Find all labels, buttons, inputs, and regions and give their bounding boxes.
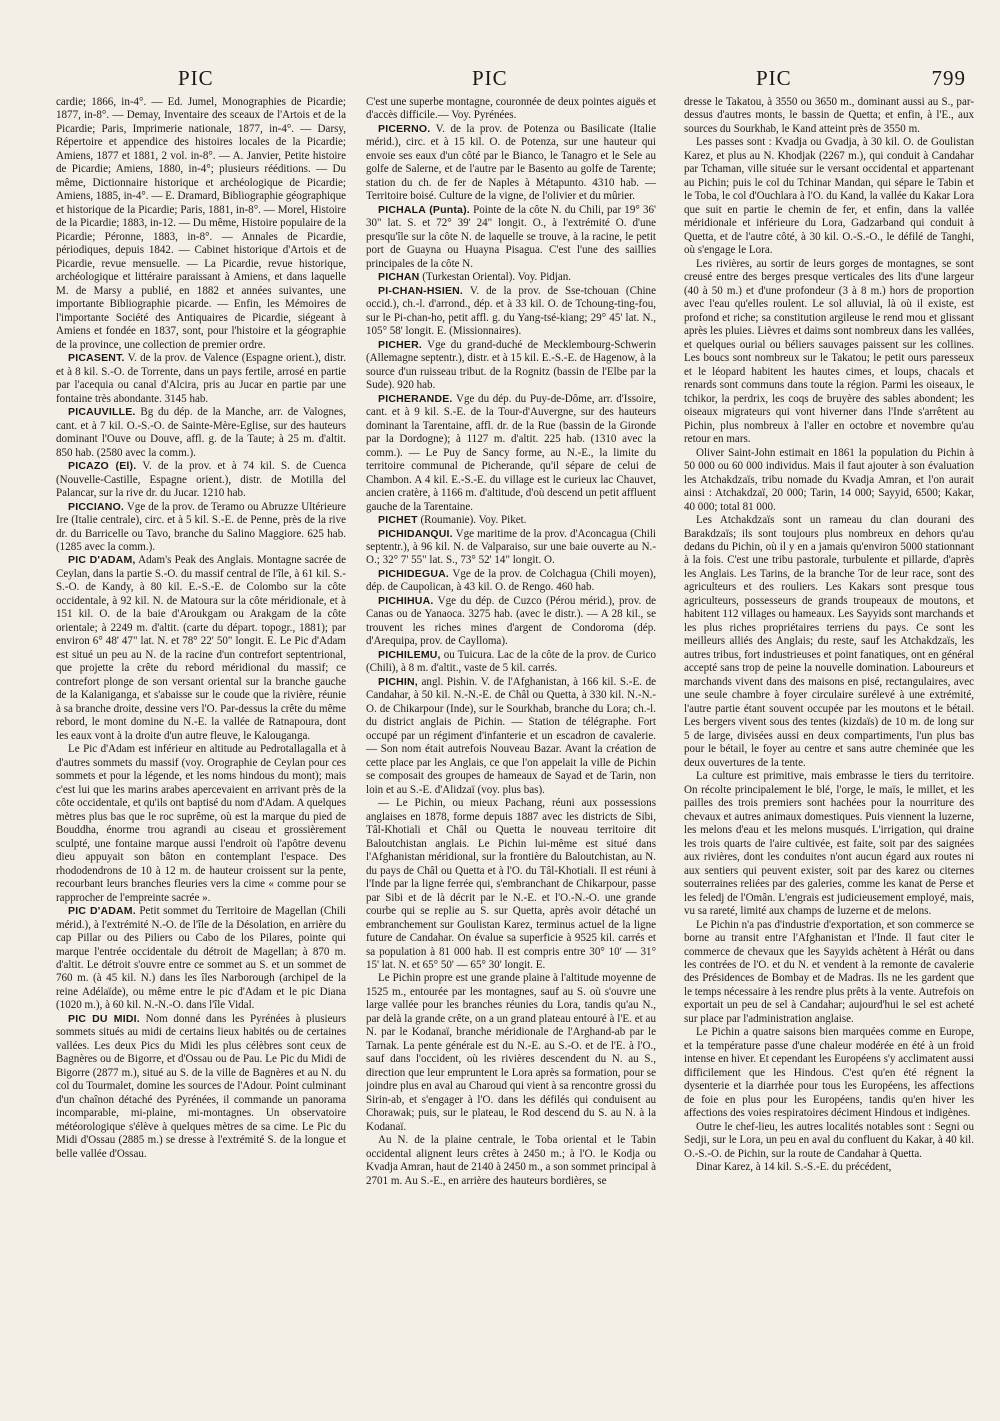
running-head-left: PIC [178,66,214,90]
entry-text: La culture est primitive, mais embrasse le tiers du territoire. On récolte principalement le blé, l'orge, le maïs, le millet, et les pailles des trois premiers sont hachées pour la nourriture des chevaux et autres animaux domestiques. Puis viennent la luzerne, les melons d'eau et les melons musqués. L'irrigation, qui draine les trois quarts de l'aire cultivée, est faite, soit par des saignées aux rivières, dont les conduites n'ont aucun égard aux routes ni aux sentiers qui peuvent exister, soit par des karez ou citernes souterraines reliées par des galeries, comme les kanat de Perse et les feledj de l'Omân. L'engrais est judicieusement employé, mais, vu sa rareté, limité aux champs de luzerne et de melons. [684,770,974,918]
entry-text: V. de la prov. de Valence (Espagne orient.), distr. et à 8 kil. S.-O. de Torrente, dans un pays fertile, arrosé en partie par l'acequia ou canal d'Alcira, pris au Jucar en partie par une fontaine très abondante. 3145 hab. [56,352,346,405]
entry-text: Au N. de la plaine centrale, le Toba oriental et le Tabin occidental alignent leurs crêtes à 2450 m.; à l'O. le Kodja ou Kvadja Amran, haut de 2140 à 2450 m., a son sommet principal à 2701 m. Au S.-E., en arrière des hauteurs bordières, se [366,1134,656,1187]
entry-headword: PIC D'ADAM, [68,554,136,567]
dictionary-entry [366,285,656,339]
entry-text: Oliver Saint-John estimait en 1861 la population du Pichin à 50 000 ou 60 000 individus. Mais il faut ajouter à son évaluation les Atchakdzaïs, tribu nomade du Kvadja Amran, et l'on aurait ainsi : Atchakdzaï, 20 000; Tarin, 14 000; Sayyid, 6500; Kakar, 40 000; total 81 000. [684,446,974,513]
entry-text: Le Pichin n'a pas d'industrie d'exportation, et son commerce se borne au transit entre l'Afghanistan et l'Inde. Il faut citer le commerce de chevaux que les Sayyids achètent à Hérât ou dans les contrées de l'O. et du N. et vendent à la remonte de cavalerie des Présidences de Bombay et de Madras. Ils ne les gardent que le temps nécessaire à les rendre plus prêts à la vente. Autrefois on exportait un peu de sel à Candahar; aujourd'hui le sel est acheté sur place par l'administration anglaise. [684,918,974,1025]
column-2 [366,96,656,1414]
entry-headword: PICHIDEGUA. [378,567,450,580]
entry-text: Vge maritime de la prov. d'Aconcagua (Chili septentr.), à 96 kil. N. de Valparaiso, sur une baie ouverte au N.-O.; 32° 7' 55" lat. S., 73° 52' 14" longit. O. [366,527,656,567]
entry-text: Petit sommet du Territoire de Magellan (Chili mérid.), à l'extrémité N.-O. de l'île de la Désolation, en arrière du cap Pillar ou des Piliers ou Cabo de los Pilares, pointe qui marque l'entrée occidentale du détroit de Magellan; à 870 m. d'altit. Le détroit s'ouvre entre ce sommet au S. et un sommet de 760 m. (à 45 kil. N.) dans les îles Narborough (archipel de la reine Adélaïde), ou même entre le pic d'Adam et le pic Diana (1020 m.), à 60 kil. N.-N.-O. dans l'île Vidal. [56,905,346,1012]
entry-text: V. de la prov. et à 74 kil. S. de Cuenca (Nouvelle-Castille, Espagne orient.), distr. de Motilla del Palancar, sur la rive dr. du Jucar. 1210 hab. [56,460,346,500]
entry-headword: PICHET [378,514,418,527]
entry-text: Les rivières, au sortir de leurs gorges de montagnes, se sont creusé entre des berges presque verticales des lits d'une largeur (40 à 50 m.) et d'une profondeur (3 à 8 m.) hors de proportion avec l'eau qu'elles roulent. Le sol alluvial, là où il existe, est profond et riche; sa constitution argileuse le rend mou et glissant après les pluies. Lièvres et daims sont nombreux dans les vallées, et quelques ourial ou béliers sauvages paissent sur les collines. Les boucs sont nombreux sur le Takatou; le petit ours paresseux et le léopard habitent les hautes cimes, et loups, chacals et renards sont communs dans toute la région. Parmi les oiseaux, le tchikor, la perdrix, les coqs de bruyère des sables abondent; les oiseaux migrateurs qui vont hiverner dans l'Inde s'arrêtent au Pichin, plus nombreux à l'aller en octobre et novembre qu'au retour en mars. [684,257,974,446]
entry-headword: PICHERANDE. [378,392,453,405]
entry-headword: PICHIHUA. [378,594,434,607]
entry-headword: PICASENT. [68,352,125,365]
entry-text: Bg du dép. de la Manche, arr. de Valognes, cant. et à 7 kil. O.-S.-O. de Sainte-Mère-Eglise, sur des hauteurs dominant l'Ouve ou Douve, affl. g. de la Taute; à 25 m. d'altit. 850 hab. (2580 avec la comm.). [56,406,346,459]
entry-text: dresse le Takatou, à 3550 ou 3650 m., dominant aussi au S., par-dessus d'autres monts, le bassin de Quetta; et enfin, à l'E., aux sources du Sourkhab, le Kand atteint près de 3550 m. [684,96,974,135]
entry-text: Nom donné dans les Pyrénées à plusieurs sommets situés au midi de certains lieux habités ou de certaines vallées. Les deux Pics du Midi les plus célèbres sont ceux de Bagnères ou de Bigorre, et d'Ossau ou de Pau. Le Pic du Midi de Bigorre (2877 m.), situé au S. de la ville de Bagnères et au N. du col du Tourmalet, domine les sources de l'Adour. Point culminant d'un chaînon détaché des Pyrénées, il commande un panorama incomparable, mi-plaine, mi-montagnes. Un observatoire météorologique s'élève à quelques mètres de sa cime. Le Pic du Midi d'Ossau (2885 m.) se dresse à l'extrémité S. de la longue et belle vallée d'Ossau. [56,1012,346,1160]
entry-text: (Roumanie). Voy. Piket. [420,514,527,527]
entry-text: V. de la prov. de Sse-tchouan (Chine occid.), ch.-l. d'arrond., dép. et à 33 kil. O. de Tchoung-ting-fou, sur le Pi-chan-ho, petit affl. g. du Yang-tsé-kiang; 29° 45' lat. N., 105° 58' longit. E. (Missionnaires). [366,284,656,338]
text-paragraph [56,743,346,905]
entry-text: angl. Pishin. V. de l'Afghanistan, à 166 kil. S.-E. de Candahar, à 50 kil. N.-N.-E. de Châl ou Quetta, à 330 kil. N.-N.-O. de Chikarpour (Inde), sur le Sourkhab, branche du Lora; ch.-l. du district anglais de Pichin. — Station de télégraphe. Fort occupé par un régiment d'infanterie et un escadron de cavalerie. — Son nom était autrefois Nouveau Bazar. Avant la création de cette place par les Anglais, ce que l'on appelait la ville de Pichin se composait des groupes de hameaux de Sayad et de Tarin, non loin et au S.-E. d'Alidzaï (voy. plus bas). [366,675,656,796]
entry-text: Adam's Peak des Anglais. Montagne sacrée de Ceylan, dans la partie S.-O. du massif central de l'île, à 61 kil. S.-S.-O. de Kandy, à 80 kil. E.-S.-E. de Colombo sur la côte occidentale, à 92 kil. N. de Matoura sur la côte méridionale, et à 151 kil. O. de la baie d'Aroukgam ou Arakgam de la côte orientale; à 2249 m. d'altit. (carte du départ. topogr., 1881); par environ 6° 48' 47" lat. N. et 78° 22' 50" longit. E. Le Pic d'Adam est situé un peu au N. de la racine d'un contrefort septentrional, que projette la crête du rebord méridional du massif; ce contrefort plonge de son versant oriental sur la branche gauche de la Kalaniganga, et s'abaisse sur le coude que la rivière, réunie à sa branche droite, dessine vers l'O. Par-dessus la crête du même rebord, le mont domine du N.-E. la vallée de Ratnapoura, dont les eaux vont à la droite d'un autre fleuve, le Kalouganga. [56,554,346,742]
text-paragraph [684,447,974,514]
text-paragraph [684,136,974,257]
entry-headword: PICAUVILLE. [68,406,136,419]
entry-text: Les Atchakdzaïs sont un rameau du clan dourani des Barakdzaïs; ils sont toujours plus nombreux en dehors qu'au dedans du Pichin, où il y en a jamais qu'environ 5000 stationnant à la fois. C'est une tribu pastorale, turbulente et pillarde, d'après les Anglais. Les Tarins, de la branche Tor de leur race, sont des agriculteurs et des rouliers. Les Kakars sont presque tous agriculteurs, possesseurs de grands troupeaux de moutons, et habitent 112 villages ou hameaux. Les Sayyids sont marchands et les plus riches propriétaires terriens du pays. Ce sont les meilleurs alliés des Anglais; du reste, sauf les Atchakdzaïs, les autres tribus, fort industrieuses et point fanatiques, ont en général accepté sans trop de peine la nouvelle domination. Laboureurs et marchands vivent dans des maisons en pisé, rectangulaires, avec une seule chambre à foyer circulaire surélevé à une extrémité, l'autre partie étant souvent occupée par les moutons et le bétail. Les bergers vivent sous des tentes (kizdaïs) de 10 m. de long sur 5 de large, divisées aussi en deux compartiments, l'un plus bas pour le bétail, le foyer au centre et sans autre cheminée que les deux ouvertures de la tente. [684,514,974,769]
entry-text: Le Pichin propre est une grande plaine à l'altitude moyenne de 1525 m., entourée par les montagnes, sauf au S. où s'ouvre une large vallée pour les branches réunies du Lora, tandis qu'au N., par delà la grande crête, on a un grand plateau entouré à l'E. et au N. par le Kodanaï, branche méridionale de l'Arghand-ab par le Tarnak. La pente générale est du N.-E. au S.-O. et de l'E. à l'O., sauf dans l'occident, où les rivières descendent du N. au S., direction que leur empruntent le Lora après sa formation, pour se joindre plus en aval au Charoud qui vient à sa rencontre grossi du Sirin-ab, et s'engager à l'O. dans les défilés qui conduisent au Chorawak; puis, sur le plateau, le Rod descend du S. au N. à la Kodanaï. [366,972,656,1133]
running-head-right: PIC [756,66,792,90]
entry-headword: PICCIANO. [68,500,125,513]
dictionary-entry [366,339,656,393]
text-columns [56,96,974,1414]
entry-text: C'est une superbe montagne, couronnée de deux pointes aiguës et d'accès difficile.— Voy. Pyrénées. [366,96,656,122]
dictionary-entry [56,406,346,460]
dictionary-entry [56,460,346,500]
entry-headword: PICHIDANQUI. [378,527,453,540]
entry-text: Le Pic d'Adam est inférieur en altitude au Pedrotallagalla et à d'autres sommets du massif (voy. Orographie de Ceylan pour ces sommets et pour la légende, et les noms hindous du mont); mais c'est lui que les marins arabes apercevaient en arrivant près de la côte occidentale, et qu'ils ont baptisé du nom d'Adam. A quelques mètres plus bas que le roc suprême, où est la marque du pied de Bouddha, énorme trou agrandi au ciseau et grossièrement sculpté, une fontaine marque aussi l'endroit où l'apôtre devenu dieu appuyait son bâton en contemplant l'espace. Des rhododendrons de 10 à 12 m. de hauteur croissent sur la pente, recourbant leurs branches fleuries vers la cime « comme pour se rapprocher de l'empreinte sacrée ». [56,743,346,904]
entry-text: Vge de la prov. de Colchagua (Chili moyen), dép. de Caupolican, à 43 kil. O. de Rengo. 460 hab. [366,567,656,594]
entry-headword: PICHILEMU, [378,648,441,661]
column-1 [56,96,346,1414]
dictionary-entry [366,123,656,204]
entry-text: (Turkestan Oriental). Voy. Pidjan. [422,271,572,284]
entry-headword: PI-CHAN-HSIEN. [378,284,464,297]
text-paragraph [366,1134,656,1188]
dictionary-entry [56,905,346,1013]
entry-text: ou Tuicura. Lac de la côte de la prov. de Curico (Chili), à 8 m. d'altit., vaste de 5 kil. carrés. [366,648,656,675]
text-paragraph [684,1121,974,1161]
entry-text: Pointe de la côte N. du Chili, par 19° 36' 30" lat. S. et 72° 39' 24" longit. O., à l'extrémité O. d'une presqu'île sur la côte N. de laquelle se trouve, à la racine, le petit port de Guayna ou Huayna Pisagua. C'est l'une des saillies principales de la côte N. [366,203,656,270]
dictionary-entry [56,554,346,743]
dictionary-entry [366,271,656,284]
entry-text: V. de la prov. de Potenza ou Basilicate (Italie mérid.), circ. et à 15 kil. O. de Potenza, sur une hauteur qui envoie ses eaux d'un côté par le Bianco, le Tanagro et le Sele au golfe de Salerne, et de l'autre par le Basento au golfe de Tarente; station du ch. de fer de Naples à Métapunto. 4310 hab. — Territoire boisé. Culture de la vigne, de l'olivier et du mûrier. [366,122,656,203]
text-paragraph [684,258,974,447]
text-paragraph [684,514,974,770]
text-paragraph [684,1161,974,1174]
dictionary-entry [366,514,656,527]
entry-headword: PICHER. [378,338,422,351]
text-paragraph [684,770,974,918]
entry-headword: PICAZO (El). [68,460,137,473]
dictionary-entry [56,352,346,406]
entry-text: — Le Pichin, ou mieux Pachang, réuni aux possessions anglaises en 1878, forme depuis 1887 avec les districts de Sibi, Tâl-Khotiali et Châl ou Quetta le nouveau territoire dit Baloutchistan anglais. Le Pichin lui-même est situé dans l'Afghanistan méridional, sur la frontière du Baloutchistan, au N. du pays de Châl ou Quetta et à l'O. du Tâl-Khotiali. Il est réuni à l'Inde par la ligne ferrée qui, s'embranchant de Chikarpour, passe par Sibi et de là décrit par le N.-E. et l'O.-N.-O. une grande courbe qui se replie au S. sur Quetta, après avoir détaché un embranchement sur Goulistan Karez, terminus actuel de la ligne future de Candahar. On évalue sa superficie à 9525 kil. carrés et sa population à 81 000 hab. Il est compris entre 30° 10' — 31° 15' lat. N. et 65° 50' — 65° 30' longit. E. [366,797,656,971]
entry-headword: PICHALA (Punta). [378,203,470,216]
dictionary-entry [366,568,656,595]
entry-text: cardie; 1866, in-4°. — Ed. Jumel, Monographies de Picardie; 1877, in-8°. — Demay, Inventaire des sceaux de l'Artois et de la Picardie; Paris, Imprimerie nationale, 1877, in-4°. — Darsy, Répertoire et appendice des histoires locales de la Picardie; Amiens, 1877 et 1881, 2 vol. in-8°. — A. Janvier, Petite histoire de Picardie; Amiens, 1880, in-4°; plusieurs rééditions. — Du même, Dictionnaire historique et archéologique de Picardie; Amiens, 1885, in-4°. — E. Dramard, Bibliographie géographique et historique de la Picardie; Paris, 1881, in-8°. — Morel, Histoire de la Picardie; 1883, in-12. — Du même, Histoire populaire de la Picardie; Péronne, 1883, in-8°. — Annales de Picardie, périodiques, depuis 1842. — Cabinet historique d'Artois et de Picardie, revue mensuelle. — La Picardie, revue historique, archéologique et littéraire paraissant à Amiens, et dans laquelle M. de Marsy a publié, en 1882 et années suivantes, une importante Bibliographie picarde. — Enfin, les Mémoires de l'importante Société des Antiquaires de Picardie, siégeant à Amiens et fondée en 1837, sont, pour l'histoire et la géographie de la province, une collection de premier ordre. [56,96,346,351]
entry-headword: PIC DU MIDI. [68,1012,140,1025]
entry-headword: PICERNO. [378,122,431,135]
entry-text: Le Pichin a quatre saisons bien marquées comme en Europe, et la température passe d'une chaleur modérée en été à un froid intense en hiver. Et cependant les Européens s'y acclimatent aussi difficilement que les Hindous. C'est qu'en été régnent la dysenterie et la diarrhée pour tous les Européens, les affections de foie en plus pour les Européens, tandis qu'en hiver les affections des voies respiratoires déciment Hindous et indigènes. [684,1026,974,1120]
entry-text: Vge du dép. du Puy-de-Dôme, arr. d'Issoire, cant. et à 9 kil. S.-E. de la Tour-d'Auvergne, sur des hauteurs dominant la Tarentaine, affl. dr. de la Rue (bassin de la Gironde par la Dordogne); à 1127 m. d'altit. 225 hab. (1310 avec la comm.). — Le Puy de Sancy forme, au N.-E., la limite du territoire communal de Picherande, qu'il sépare de celui de Chambon. A 4 kil. E.-S.-E. du village est le curieux lac Chauvet, ancien cratère, à 1166 m. d'altitude, d'où descend un petit affluent gauche de la Tarentaine. [366,392,656,513]
entry-headword: PICHIN, [378,675,418,688]
dictionary-entry [366,204,656,271]
dictionary-entry [366,595,656,649]
running-head-center: PIC [472,66,508,90]
dictionary-entry [366,393,656,514]
entry-headword: PIC D'ADAM. [68,905,136,918]
text-paragraph [366,972,656,1134]
text-paragraph [56,96,346,352]
entry-text: Outre le chef-lieu, les autres localités notables sont : Segni ou Sedji, sur le Lora, un peu en aval du confluent du Kakar, à 40 kil. O.-S.-O. de Pichin, sur la route de Candahar à Quetta. [684,1120,974,1160]
entry-headword: PICHAN [378,271,420,284]
text-paragraph [684,919,974,1027]
dictionary-entry [56,1013,346,1161]
text-paragraph [684,96,974,136]
page-header [0,0,1000,100]
dictionary-entry [56,501,346,555]
entry-text: Les passes sont : Kvadja ou Gvadja, à 30 kil. O. de Goulistan Karez, et plus au N. Khodjak (2267 m.), qui conduit à Candahar par Tchaman, ville située sur le versant occidental et appartenant au Pichin; puis le col du Tchinar Mandan, qui sépare le Tabin et le Toba, le col d'Ouchlara à l'O. du Kand, la vallée du Kakar Lora que suit en partie le chemin de fer, et enfin, dans la vallée méridionale et inférieure du Lora, Gadzarband qui conduit à Quetta, et de l'autre côté, à 30 kil. O.-S.-O., le défilé de Tanghi, où s'engage le Lora. [684,136,974,257]
text-paragraph [684,1026,974,1120]
text-paragraph [366,96,656,123]
dictionary-entry [366,528,656,568]
entry-text: Dinar Karez, à 14 kil. S.-S.-E. du précédent, [696,1161,892,1174]
dictionary-entry [366,676,656,797]
dictionary-entry [366,649,656,676]
entry-text: Vge du grand-duché de Mecklembourg-Schwerin (Allemagne septentr.), distr. et à 15 kil. E.-S.-E. de Hagenow, à la source d'un ruisseau tribut. de la Rognitz (bassin de l'Elbe par la Sude). 920 hab. [366,338,656,392]
page-number: 799 [931,66,966,90]
column-3 [684,96,974,1414]
entry-text: Vge de la prov. de Teramo ou Abruzze Ultérieure Ire (Italie centrale), circ. et à 5 kil. S.-E. de Penne, près de la rive dr. du Barricelle ou Tavo, branche du Salino Maggiore. 625 hab. (1285 avec la comm.). [56,500,346,553]
entry-text: Vge du dép. de Cuzco (Pérou mérid.), prov. de Canas ou de Yanaoca. 3275 hab. (avec le distr.). — A 28 kil., se trouvent les riches mines d'argent de Condoroma (dép. d'Arequipa, prov. de Caylloma). [366,594,656,648]
text-paragraph [366,797,656,972]
